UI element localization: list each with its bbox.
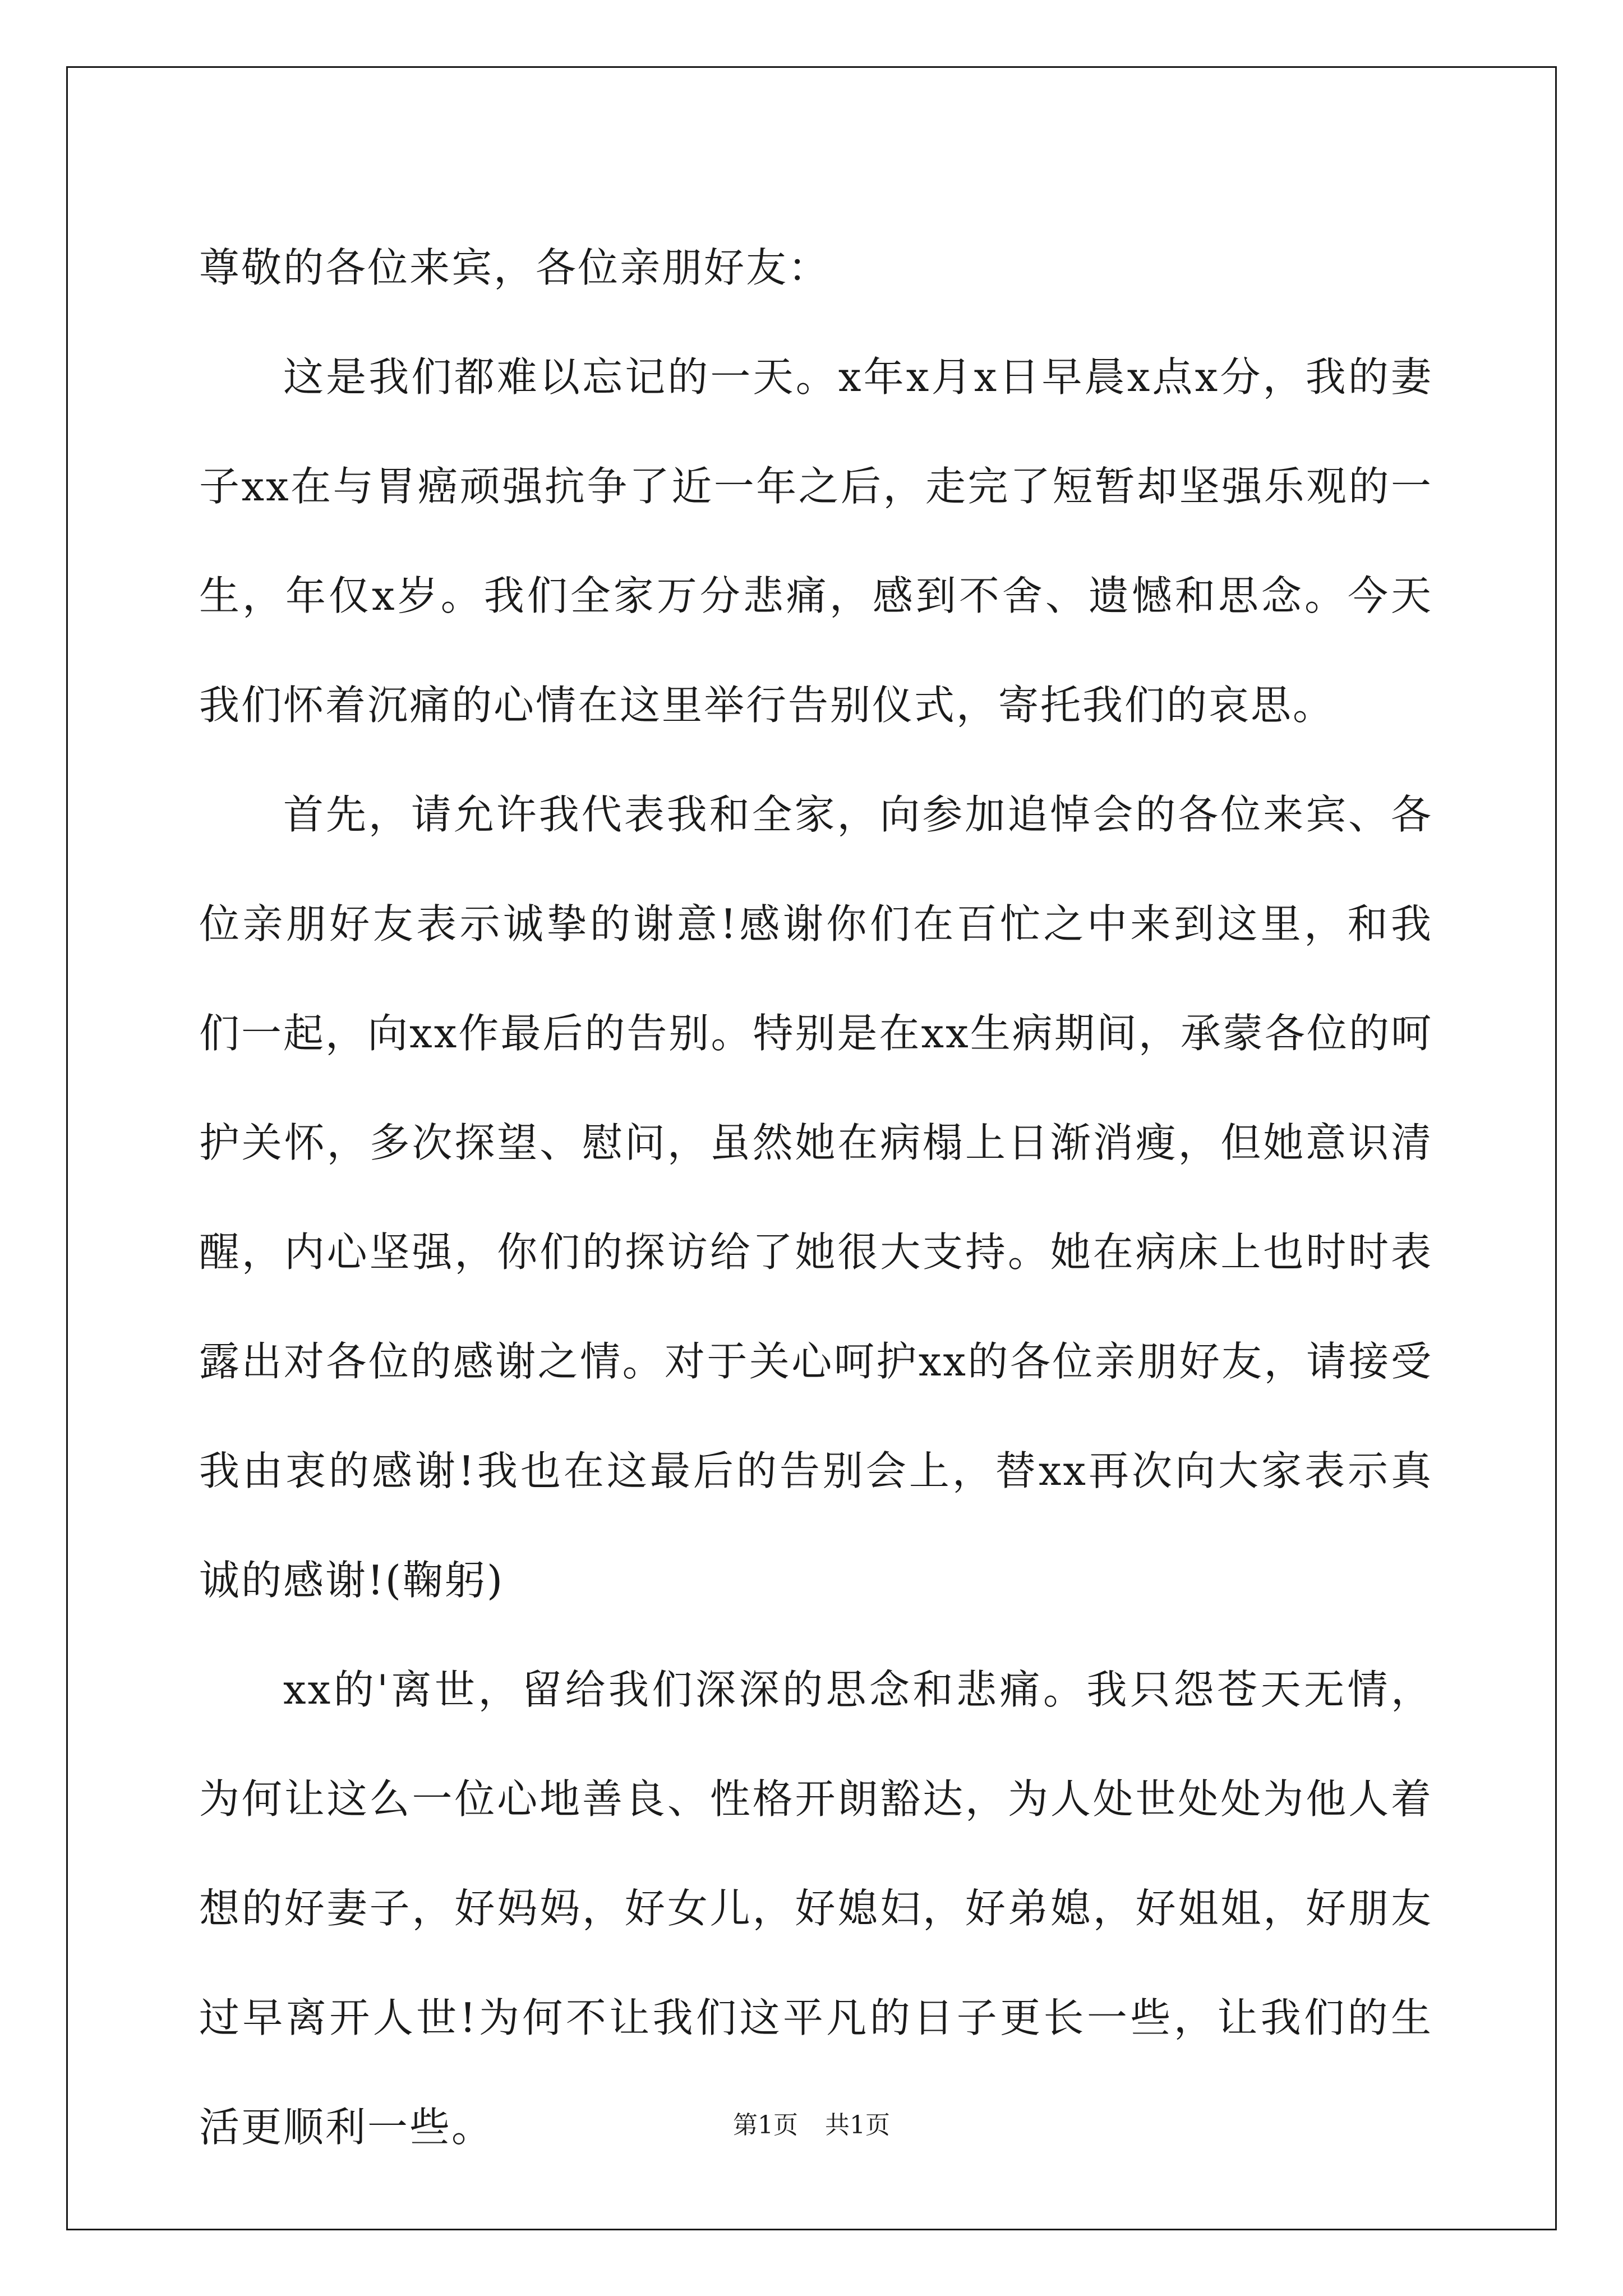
paragraph-3: xx的'离世，留给我们深深的思念和悲痛。我只怨苍天无情，为何让这么一位心地善良、性格开朗豁达，为人处世处处为他人着想的好妻子，好妈妈，好女儿，好媳妇，好弟媳，好姐姐，好朋友过早离开人世!为何不让我们这平凡的日子更长一些，让我们的生活更顺利一些。 [199, 1666, 1433, 2151]
page-footer [0, 2105, 1623, 2141]
paragraph-1: 这是我们都难以忘记的一天。x年x月x日早晨x点x分，我的妻子xx在与胃癌顽强抗争了近一年之后，走完了短暂却坚强乐观的一生，年仅x岁。我们全家万分悲痛，感到不舍、遗憾和思念。今天我们怀着沉痛的心情在这里举行告别仪式，寄托我们的哀思。 [199, 353, 1433, 729]
document-body [199, 213, 1433, 2182]
paragraph-2: 首先，请允许我代表我和全家，向参加追悼会的各位来宾、各位亲朋好友表示诚挚的谢意!感谢你们在百忙之中来到这里，和我们一起，向xx作最后的告别。特别是在xx生病期间，承蒙各位的呵护关怀，多次探望、慰问，虽然她在病榻上日渐消瘦，但她意识清醒，内心坚强，你们的探访给了她很大支持。她在病床上也时时表露出对各位的感谢之情。对于关心呵护xx的各位亲朋好友，请接受我由衷的感谢!我也在这最后的告别会上，替xx再次向大家表示真诚的感谢!(鞠躬) [199, 791, 1433, 1604]
page-total: 共1页 [825, 2111, 890, 2139]
page-number: 第1页 [733, 2111, 798, 2139]
salutation: 尊敬的各位来宾，各位亲朋好友： [199, 244, 831, 291]
